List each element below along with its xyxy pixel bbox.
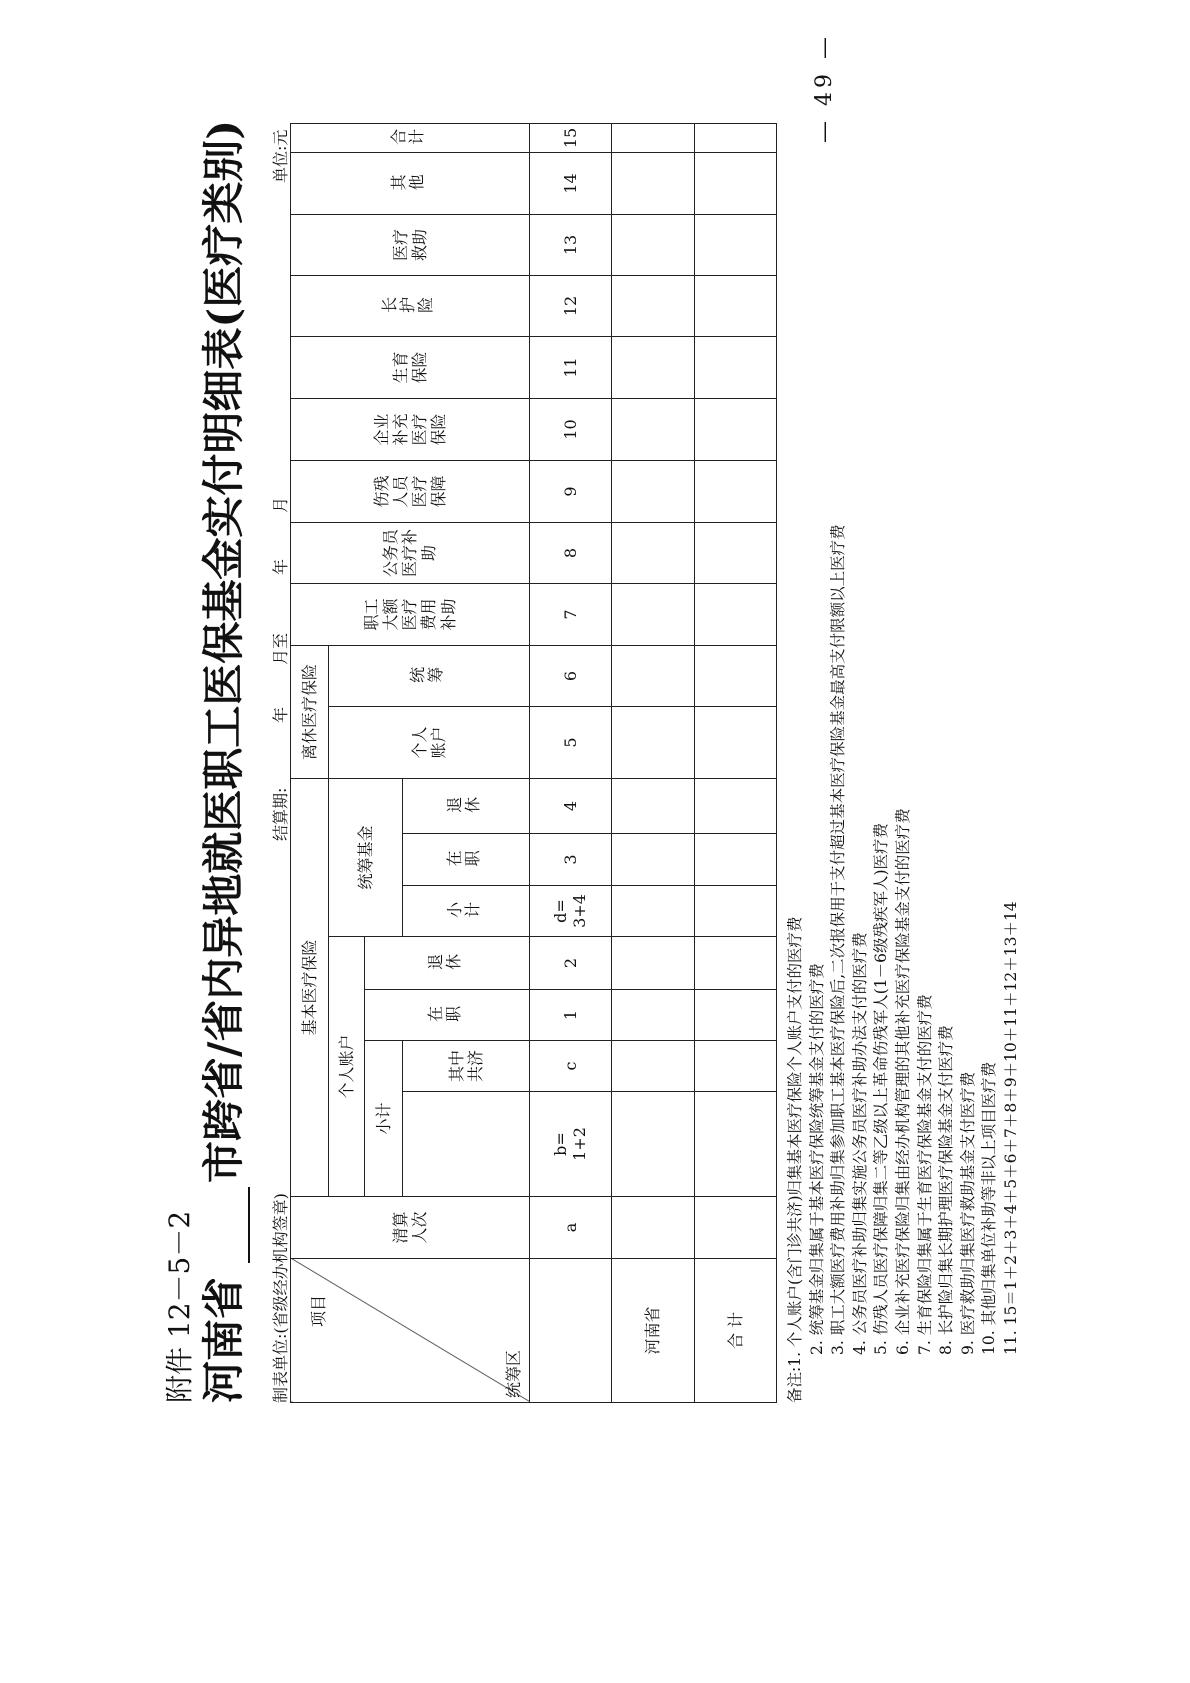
code-cell: 4 <box>529 778 611 833</box>
period-month-to: 月至 <box>271 632 290 665</box>
code-cell: 15 <box>529 124 611 153</box>
header-lixiu-pooled: 统筹 <box>329 645 530 706</box>
header-col11: 生育保险 <box>291 336 530 398</box>
header-pf-subtotal: 小计 <box>403 886 530 937</box>
code-cell: 6 <box>529 645 611 706</box>
note-item: 2. 统筹基金归集属于基本医疗保险统筹基金支付的医疗费 <box>807 963 826 1355</box>
unit-label: 单位:元 <box>271 129 290 183</box>
note-item: 3. 职工大额医疗费用补助归集参加职工基本医疗保险后,二次报保用于支付超过基本医疗保险基金最高支付限额以上医疗费 <box>829 524 848 1355</box>
code-cell: 12 <box>529 275 611 336</box>
code-cell: 13 <box>529 214 611 275</box>
row-label-henan: 河南省 <box>612 1259 694 1403</box>
code-cell: 14 <box>529 152 611 214</box>
code-cell: d= 3+4 <box>529 886 611 937</box>
note-item: 11. 15＝1＋2＋3＋4＋5＋6＋7＋8＋9＋10＋11＋12＋13＋14 <box>1001 901 1020 1355</box>
code-cell: 9 <box>529 460 611 522</box>
title-blank <box>198 1187 250 1263</box>
code-cell: 5 <box>529 706 611 778</box>
header-col15: 合计 <box>291 124 530 153</box>
header-col9: 伤残人员医疗保障 <box>291 460 530 522</box>
corner-top-label: 项目 <box>309 1295 328 1328</box>
title-province: 河南省 <box>199 1276 248 1403</box>
maker-unit: 制表单位:(省级经办机构签章) <box>271 1193 290 1403</box>
header-personal-account: 个人账户 <box>329 937 365 1197</box>
page-number: — 49 — <box>812 33 837 143</box>
header-pa-subtotal: 小计 <box>365 1041 403 1197</box>
header-col14: 其他 <box>291 152 530 214</box>
code-cell: b= 1+2 <box>529 1092 611 1197</box>
code-cell: 1 <box>529 990 611 1041</box>
payment-detail-table <box>290 123 777 1403</box>
corner-bottom-label: 统筹区 <box>503 1349 523 1398</box>
header-lixiu-insurance: 离休医疗保险 <box>291 645 329 778</box>
table-row-henan <box>612 124 694 1403</box>
note-item: 9. 医疗救助归集医疗救助基金支付医疗费 <box>958 1071 977 1355</box>
header-col12: 长护险 <box>291 275 530 336</box>
code-cell: 2 <box>529 937 611 990</box>
header-pa-subtotal-blank <box>403 1092 530 1197</box>
header-pa-retired: 退休 <box>365 937 530 990</box>
page-title: 市跨省/省内异地就医职工医保基金实付明细表(医疗类别) <box>199 119 248 1183</box>
note-item: 8. 长护险归集长期护理医疗保险基金支付医疗费 <box>937 1025 956 1355</box>
header-col10: 企业补充医疗保险 <box>291 398 530 460</box>
note-item: 4. 公务员医疗补助归集实施公务员医疗补助办法支付的医疗费 <box>850 932 869 1355</box>
header-basic-insurance: 基本医疗保险 <box>291 778 329 1196</box>
note-item: 5. 伤残人员医疗保障归集二等乙级以上革命伤残军人(1－6级残疾军人)医疗费 <box>872 822 891 1355</box>
header-persons: 清算人次 <box>291 1197 530 1259</box>
header-col13: 医疗救助 <box>291 214 530 275</box>
table-row-codes <box>529 124 611 1403</box>
code-cell: a <box>529 1197 611 1259</box>
code-cell: 10 <box>529 398 611 460</box>
code-cell: 3 <box>529 834 611 886</box>
header-pa-mutual: 其中共济 <box>403 1041 530 1092</box>
note-item: 7. 生育保险归集属于生育医疗保险基金支付的医疗费 <box>915 994 934 1355</box>
code-cell: c <box>529 1041 611 1092</box>
header-col7: 职工大额医疗费用补助 <box>291 583 530 645</box>
period-month-2: 月 <box>271 496 290 513</box>
header-pa-in-service: 在职 <box>365 990 530 1041</box>
header-lixiu-account: 个人账户 <box>329 706 530 778</box>
note-item: 备注:1. 个人账户(含门诊共济)归集基本医疗保险个人账户支付的医疗费 <box>786 916 804 1403</box>
header-pf-in-service: 在职 <box>403 834 530 886</box>
row-label-total: 合 计 <box>694 1259 776 1403</box>
corner-header-cell <box>291 1259 530 1403</box>
code-cell: 7 <box>529 583 611 645</box>
period-year-1: 年 <box>271 706 290 723</box>
note-item: 10. 其他归集单位补助等非以上项目医疗费 <box>980 1061 999 1355</box>
code-cell-blank <box>529 1259 611 1403</box>
period-year-2: 年 <box>271 558 290 575</box>
period-label: 结算期: <box>271 787 290 841</box>
header-pooled-fund: 统筹基金 <box>329 778 403 936</box>
header-pf-retired: 退休 <box>403 778 530 833</box>
note-item: 6. 企业补充医疗保险归集由经办机构管理的其他补充医疗保险基金支付的医疗费 <box>893 808 912 1355</box>
header-col8: 公务员医疗补助 <box>291 522 530 583</box>
code-cell: 11 <box>529 336 611 398</box>
notes-block <box>785 524 1023 1403</box>
code-cell: 8 <box>529 522 611 583</box>
attachment-label: 附件 12－5－2 <box>163 1210 196 1403</box>
table-row-total <box>694 124 776 1403</box>
